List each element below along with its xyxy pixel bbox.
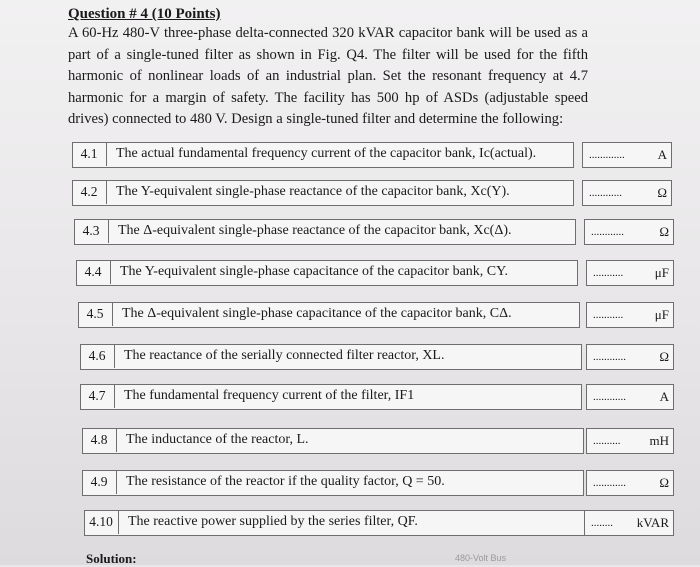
answer-field[interactable] [584,219,674,245]
unit-label: A [657,147,667,162]
item-number: 4.1 [72,142,107,166]
answer-dots: ........... [593,267,624,279]
item-number: 4.9 [82,470,117,494]
item-number: 4.10 [84,510,119,534]
answer-dots: ............ [589,187,622,199]
answer-field[interactable] [584,510,674,536]
item-text: The fundamental frequency current of the filter, IF1 [124,388,415,403]
answer-field[interactable] [586,470,674,496]
unit-label: Ω [659,349,669,364]
unit-label: μF [654,307,669,322]
answer-field[interactable] [586,302,674,328]
answer-field[interactable] [582,180,672,206]
item-text: The Y-equivalent single-phase capacitance of the capacitor bank, CY. [120,264,508,279]
answer-field[interactable] [586,260,674,286]
item-text: The Δ-equivalent single-phase capacitance of the capacitor bank, CΔ. [122,306,512,321]
unit-label: Ω [657,185,667,200]
unit-label: kVAR [636,515,669,530]
answer-dots: ............ [593,391,626,403]
unit-label: Ω [659,475,669,490]
figure-label: 480-Volt Bus [455,553,507,563]
item-text: The actual fundamental frequency current of the capacitor bank, Ic(actual). [116,146,537,161]
item-text: The reactance of the serially connected filter reactor, XL. [124,348,445,363]
item-number: 4.2 [72,180,107,204]
item-number: 4.7 [80,384,115,408]
answer-field[interactable] [586,344,674,370]
item-number: 4.8 [82,428,117,452]
answer-dots: .......... [593,435,621,447]
answer-field[interactable] [586,428,674,454]
solution-label: Solution: [86,551,137,566]
unit-label: A [659,389,669,404]
answer-dots: ........... [593,309,624,321]
question-title: Question # 4 (10 Points) [68,6,221,22]
answer-dots: ............. [589,149,625,161]
item-number: 4.5 [78,302,113,326]
unit-label: Ω [659,224,669,239]
item-text: The Δ-equivalent single-phase reactance of the capacitor bank, Xc(Δ). [118,223,512,238]
question-body: A 60-Hz 480-V three-phase delta-connected 320 kVAR capacitor bank will be used as a part of a single-tuned filter as shown in Fig. Q4. The filter will be used for the fifth harmonic of nonlinear loads of an industrial plan. Set the resonant frequency at 4.7 harmonic for a margin of safety. The facility has 500 hp of ASDs (adjustable speed drives) connected to 480 V. Design a single-tuned filter and determine the following: [68,25,588,127]
unit-label: mH [649,433,669,448]
answer-dots: ........ [591,517,613,529]
item-number: 4.6 [80,344,115,368]
answer-field[interactable] [582,142,672,168]
item-number: 4.4 [76,260,111,284]
item-number: 4.3 [74,219,109,243]
answer-dots: ............ [591,226,624,238]
answer-field[interactable] [586,384,674,410]
item-text: The inductance of the reactor, L. [126,432,309,447]
item-text: The Y-equivalent single-phase reactance of the capacitor bank, Xc(Y). [116,184,510,199]
item-text: The resistance of the reactor if the quality factor, Q = 50. [126,474,445,489]
item-text: The reactive power supplied by the series filter, QF. [128,514,418,529]
answer-dots: ............ [593,351,626,363]
answer-dots: ............ [593,477,626,489]
unit-label: μF [654,265,669,280]
